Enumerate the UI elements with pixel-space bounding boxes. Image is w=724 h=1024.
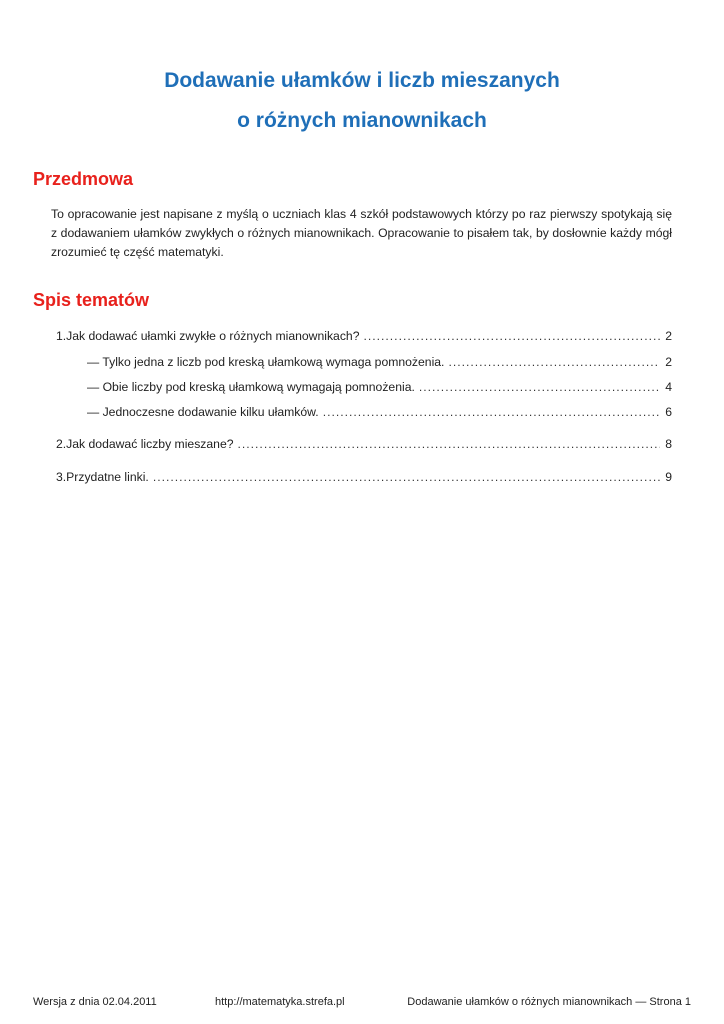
toc-entry-title: — Tylko jedna z liczb pod kreską ułamkową wymaga pomnożenia.	[87, 355, 445, 369]
toc-dot-leader	[448, 354, 660, 370]
toc-dot-leader	[238, 436, 661, 452]
preface-heading: Przedmowa	[33, 169, 134, 189]
footer-version: Wersja z dnia 02.04.2011	[33, 996, 157, 1008]
toc-entry-page: 2	[665, 355, 672, 369]
toc-subentry[interactable]	[87, 404, 672, 420]
toc-entry-page: 6	[665, 405, 672, 419]
document-title-line-2: o różnych mianownikach	[237, 109, 487, 132]
toc-entry-number: 1.	[56, 329, 67, 343]
toc-entry-number: 2.	[56, 437, 67, 451]
toc-entry-title: — Obie liczby pod kreską ułamkową wymagają pomnożenia.	[87, 380, 415, 394]
toc-entry-title: — Jednoczesne dodawanie kilku ułamków.	[87, 405, 319, 419]
toc-dot-leader	[323, 404, 660, 420]
toc-subentry[interactable]	[87, 379, 672, 395]
toc-entry-page: 4	[665, 380, 672, 394]
toc-entry-title: Jak dodawać ułamki zwykłe o różnych mianownikach?	[66, 329, 360, 343]
toc-entry[interactable]	[56, 436, 672, 452]
toc-entry[interactable]	[56, 469, 672, 485]
toc-dot-leader	[153, 469, 660, 485]
document-title-line-1: Dodawanie ułamków i liczb mieszanych	[164, 69, 560, 92]
toc-dot-leader	[363, 328, 660, 344]
toc-subentry[interactable]	[87, 354, 672, 370]
toc-entry-title: Przydatne linki.	[66, 470, 149, 484]
footer-url[interactable]: http://matematyka.strefa.pl	[215, 996, 345, 1008]
toc-entry-title: Jak dodawać liczby mieszane?	[66, 437, 234, 451]
toc-heading: Spis tematów	[33, 290, 150, 310]
toc-entry[interactable]	[56, 328, 672, 344]
toc-entry-page: 2	[665, 329, 672, 343]
toc-entry-page: 9	[665, 470, 672, 484]
toc-dot-leader	[419, 379, 660, 395]
toc-entry-number: 3.	[56, 470, 67, 484]
preface-paragraph: To opracowanie jest napisane z myślą o uczniach klas 4 szkół podstawowych którzy po raz pierwszy spotykają się z dodawaniem ułamków zwykłych o różnych mianownikach. Opracowanie to pisałem tak, by dosłownie każdy mógł zrozumieć tę część matematyki.	[51, 207, 672, 259]
toc-entry-page: 8	[665, 437, 672, 451]
footer-page-label: Dodawanie ułamków o różnych mianownikach — Strona 1	[407, 996, 691, 1008]
